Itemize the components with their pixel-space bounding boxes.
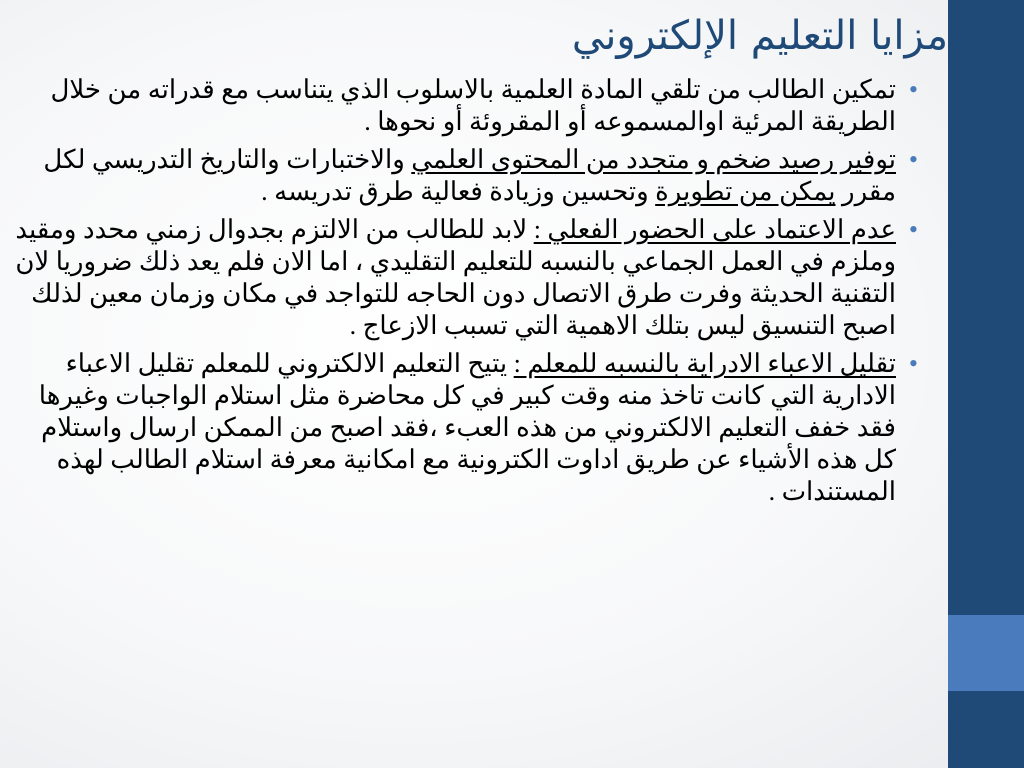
- bullet-icon: •: [908, 75, 918, 104]
- bullet-list: [14, 74, 926, 714]
- bullet-item-1: [14, 74, 926, 138]
- bullet-3-heading: عدم الاعتماد على الحضور الفعلي :: [533, 215, 896, 244]
- bullet-item-2: [14, 144, 926, 208]
- bullet-icon: •: [908, 145, 918, 174]
- bullet-2-text-a: والاختبارات والتاريخ التدريسي لكل مقرر: [43, 145, 896, 206]
- bullet-4-heading: تقليل الاعباء الادراية بالنسبه للمعلم :: [513, 349, 896, 378]
- bullet-2-text-b: وتحسين وزيادة فعالية طرق تدريسه .: [261, 177, 656, 206]
- bullet-2-heading: توفير رصيد ضخم و متجدد من المحتوى العلمي: [411, 145, 896, 174]
- sidebar-accent-block: [948, 615, 1024, 691]
- bullet-icon: •: [908, 349, 918, 378]
- bullet-icon: •: [908, 215, 918, 244]
- bullet-3-text: لابد للطالب من الالتزم بجدوال زمني محدد ومقيد وملزم في العمل الجماعي بالنسبه للتعليم التقليدي ، اما الان فلم يعد ذلك ضروريا لان التقنية الحديثة وفرت طرق الاتصال دون الحاجه للتواجد في مكان وزمان معين لذلك اصبح التنسيق ليس بتلك الاهمية التي تسبب الازعاج .: [15, 215, 896, 340]
- bullet-1-text: تمكين الطالب من تلقي المادة العلمية بالاسلوب الذي يتناسب مع قدراته من خلال الطريقة المرئية اوالمسموعه أو المقروئة أو نحوها .: [50, 75, 896, 136]
- bullet-item-4: [14, 348, 926, 508]
- bullet-4-text: يتيح التعليم الالكتروني للمعلم تقليل الاعباء الادارية التي كانت تاخذ منه وقت كبير في كل محاضرة مثل استلام الواجبات وغيرها فقد خفف التعليم الالكتروني من هذه العبء ،فقد اصبح من الممكن ارسال واستلام كل هذه الأشياء عن طريق اداوت الكترونية مع امكانية معرفة استلام الطالب لهذه المستندات .: [38, 349, 896, 506]
- bullet-2-underlined: يمكن من تطويرة: [655, 177, 836, 206]
- bullet-item-3: [14, 214, 926, 342]
- slide-title: مزايا التعليم الإلكتروني: [571, 13, 948, 59]
